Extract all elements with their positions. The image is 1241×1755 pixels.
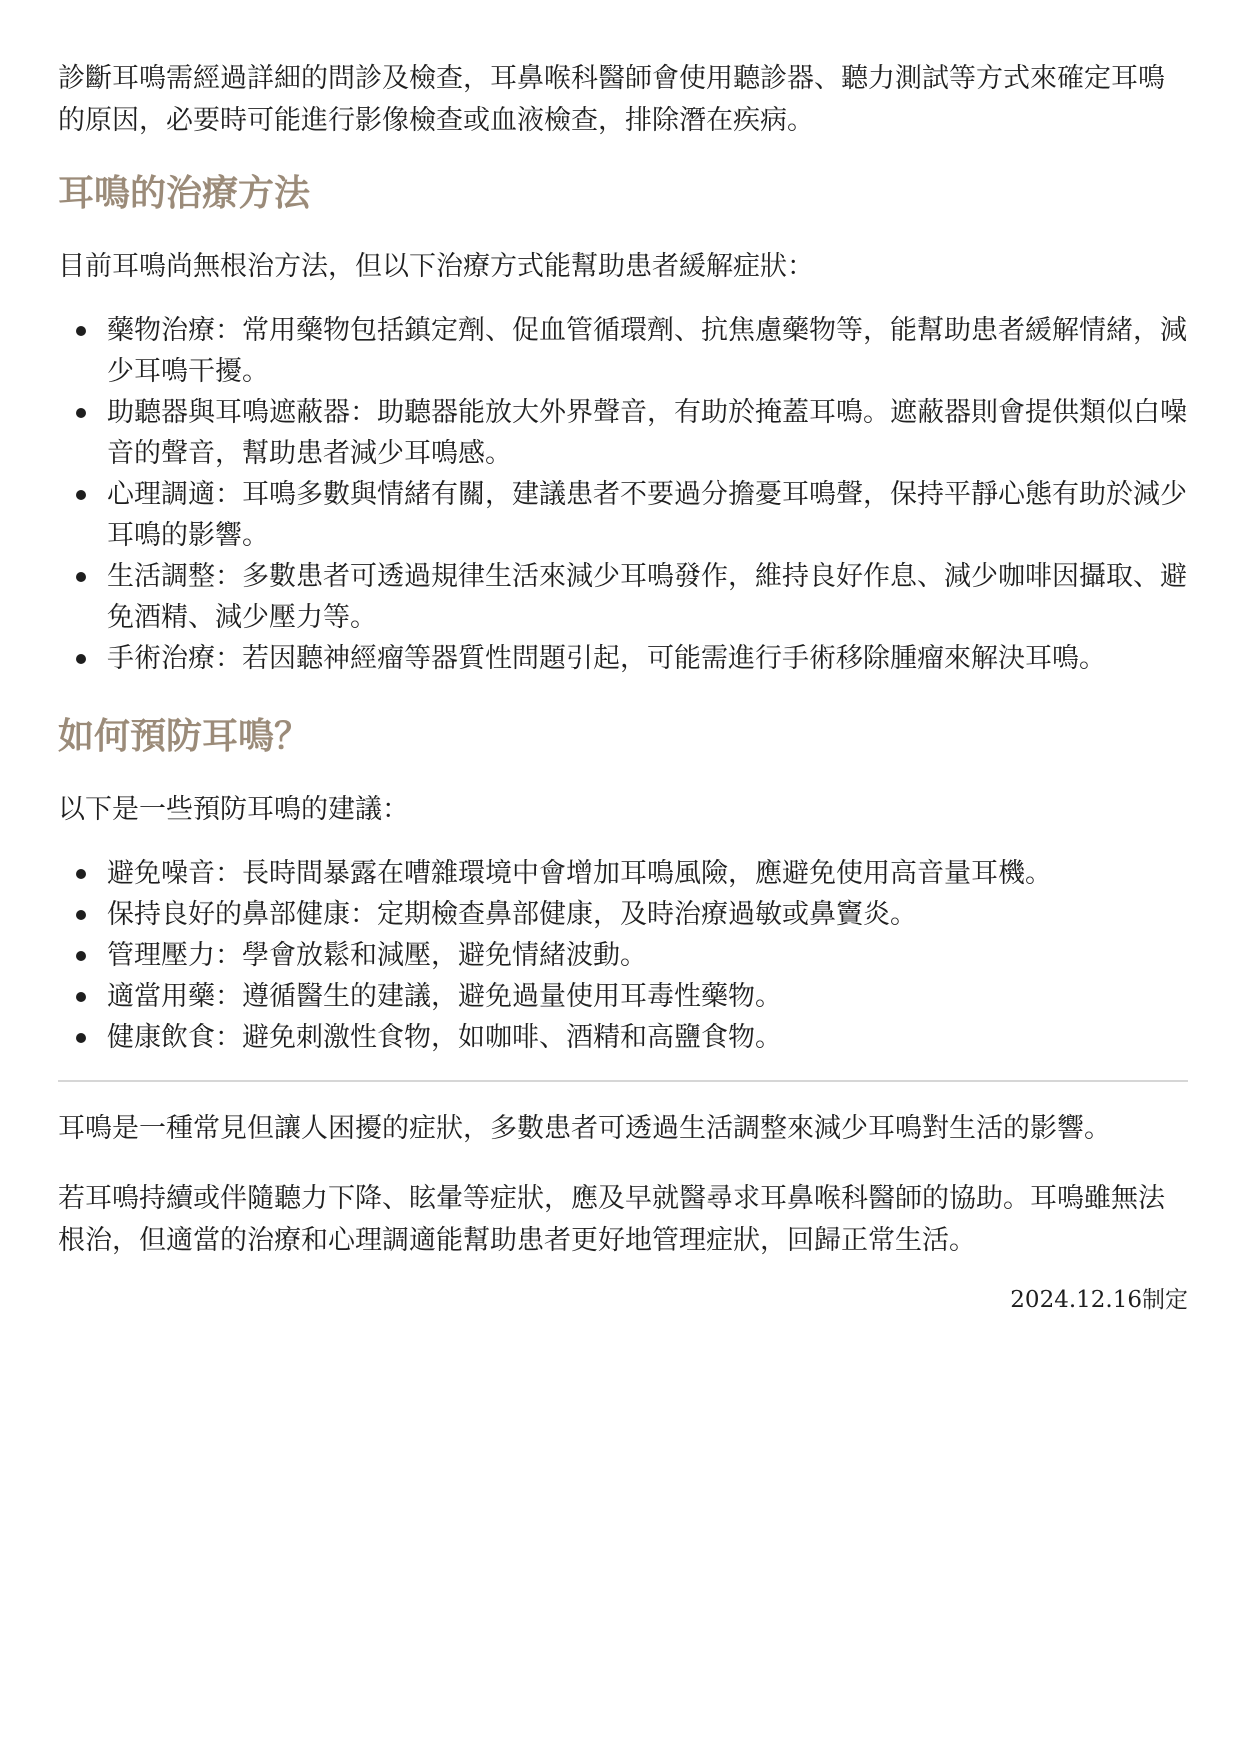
list-item-text: 適當用藥：遵循醫生的建議，避免過量使用耳毒性藥物。 (107, 981, 782, 1012)
section-divider (58, 1080, 1188, 1082)
list-item (58, 638, 1188, 679)
list-item (58, 894, 1188, 935)
treatment-lead: 目前耳鳴尚無根治方法，但以下治療方式能幫助患者緩解症狀： (58, 251, 814, 282)
list-item (58, 1017, 1188, 1058)
list-item (58, 556, 1188, 638)
list-item-text: 管理壓力：學會放鬆和減壓，避免情緒波動。 (107, 940, 647, 971)
list-item (58, 935, 1188, 976)
list-item (58, 392, 1188, 474)
list-item-text: 心理調適：耳鳴多數與情緒有關，建議患者不要過分擔憂耳鳴聲，保持平靜心態有助於減少耳鳴的影響。 (107, 479, 1187, 551)
bullet-icon (76, 654, 86, 664)
list-item-text: 健康飲食：避免刺激性食物，如咖啡、酒精和高鹽食物。 (107, 1022, 782, 1053)
summary-paragraph: 耳鳴是一種常見但讓人困擾的症狀，多數患者可透過生活調整來減少耳鳴對生活的影響。 (58, 1113, 1111, 1144)
list-item (58, 976, 1188, 1017)
bullet-icon (76, 326, 86, 336)
intro-paragraph: 診斷耳鳴需經過詳細的問診及檢查，耳鼻喉科醫師會使用聽診器、聽力測試等方式來確定耳鳴的原因，必要時可能進行影像檢查或血液檢查，排除潛在疾病。 (58, 63, 1165, 136)
document-page (58, 58, 1188, 1316)
list-item-text: 避免噪音：長時間暴露在嘈雜環境中會增加耳鳴風險，應避免使用高音量耳機。 (107, 858, 1052, 889)
bullet-icon (76, 951, 86, 961)
bullet-icon (76, 1033, 86, 1043)
list-item (58, 853, 1188, 894)
list-item-text: 手術治療：若因聽神經瘤等器質性問題引起，可能需進行手術移除腫瘤來解決耳鳴。 (107, 643, 1106, 674)
bullet-icon (76, 490, 86, 500)
prevention-list (58, 853, 1188, 1058)
issue-date: 2024.12.16制定 (1010, 1287, 1188, 1313)
treatment-list (58, 310, 1188, 679)
bullet-icon (76, 992, 86, 1002)
bullet-icon (76, 572, 86, 582)
bullet-icon (76, 869, 86, 879)
list-item (58, 474, 1188, 556)
bullet-icon (76, 910, 86, 920)
list-item-text: 藥物治療：常用藥物包括鎮定劑、促血管循環劑、抗焦慮藥物等，能幫助患者緩解情緒，減少耳鳴干擾。 (107, 315, 1187, 387)
list-item-text: 生活調整：多數患者可透過規律生活來減少耳鳴發作，維持良好作息、減少咖啡因攝取、避免酒精、減少壓力等。 (107, 561, 1187, 633)
treatment-heading: 耳鳴的治療方法 (58, 173, 311, 214)
list-item-text: 助聽器與耳鳴遮蔽器：助聽器能放大外界聲音，有助於掩蓋耳鳴。遮蔽器則會提供類似白噪音的聲音，幫助患者減少耳鳴感。 (107, 397, 1187, 469)
bullet-icon (76, 408, 86, 418)
list-item (58, 310, 1188, 392)
prevention-lead: 以下是一些預防耳鳴的建議： (58, 794, 409, 825)
summary-paragraph: 若耳鳴持續或伴隨聽力下降、眩暈等症狀，應及早就醫尋求耳鼻喉科醫師的協助。耳鳴雖無法根治，但適當的治療和心理調適能幫助患者更好地管理症狀，回歸正常生活。 (58, 1183, 1165, 1256)
list-item-text: 保持良好的鼻部健康：定期檢查鼻部健康，及時治療過敏或鼻竇炎。 (107, 899, 917, 930)
prevention-heading: 如何預防耳鳴？ (58, 716, 311, 757)
